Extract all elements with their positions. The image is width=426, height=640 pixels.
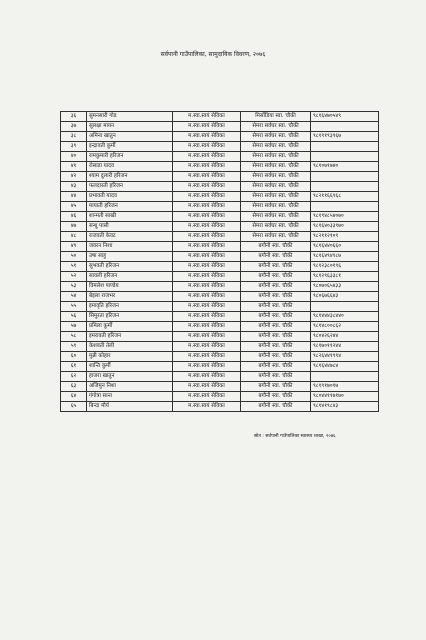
name-cell: सिमुरता हरिजन	[87, 312, 173, 322]
phone-cell: ९८२११६६९६८	[311, 192, 379, 202]
table-row	[61, 252, 379, 262]
role-cell: म.स्वा.स्वयं सेविका	[173, 372, 241, 382]
name-cell: जवरन निशा	[87, 242, 173, 252]
phone-cell	[311, 152, 379, 162]
role-cell: म.स्वा.स्वयं सेविका	[173, 162, 241, 172]
name-cell: सुमनसारी गोड	[87, 112, 173, 122]
role-cell: म.स्वा.स्वयं सेविका	[173, 232, 241, 242]
name-cell: गंगोत्रा साना	[87, 392, 173, 402]
name-cell: मुन्नी कोहार	[87, 352, 173, 362]
table-row	[61, 192, 379, 202]
name-cell: शान्ति कुर्मी	[87, 362, 173, 372]
phone-cell: ९८१६४७०५४९	[311, 112, 379, 122]
name-cell: फलदारती हरिजन	[87, 182, 173, 192]
health-post-cell: सेमरा सर्वघर स्वा. चौकी	[241, 172, 311, 182]
role-cell: म.स्वा.स्वयं सेविका	[173, 182, 241, 192]
table-row	[61, 352, 379, 362]
table-row	[61, 152, 379, 162]
serial-number-cell: ६३	[61, 382, 87, 392]
serial-number-cell: ५६	[61, 312, 87, 322]
serial-number-cell: ५९	[61, 342, 87, 352]
table-row	[61, 182, 379, 192]
table-row	[61, 372, 379, 382]
health-post-cell: बगौनी स्वा. चौकी	[241, 342, 311, 352]
role-cell: म.स्वा.स्वयं सेविका	[173, 212, 241, 222]
health-post-cell: सेमरा सर्वघर स्वा. चौकी	[241, 122, 311, 132]
phone-cell: ९८१६४४७८४	[311, 362, 379, 372]
role-cell: म.स्वा.स्वयं सेविका	[173, 132, 241, 142]
phone-cell: ९८२६४४१९९४	[311, 352, 379, 362]
name-cell: विमलेश पाण्डेय	[87, 282, 173, 292]
serial-number-cell: ४६	[61, 212, 87, 222]
health-post-cell: बगौनी स्वा. चौकी	[241, 372, 311, 382]
phone-cell: ९८१९४८५४०७०	[311, 212, 379, 222]
name-cell: रामकुमारी हरिजन	[87, 152, 173, 162]
serial-number-cell: ५४	[61, 292, 87, 302]
health-post-cell: बगौनी स्वा. चौकी	[241, 402, 311, 412]
name-cell: अजिमुन निशा	[87, 382, 173, 392]
table-row	[61, 302, 379, 312]
role-cell: म.स्वा.स्वयं सेविका	[173, 112, 241, 122]
serial-number-cell: ४४	[61, 192, 87, 202]
role-cell: म.स्वा.स्वयं सेविका	[173, 202, 241, 212]
role-cell: म.स्वा.स्वयं सेविका	[173, 342, 241, 352]
role-cell: म.स्वा.स्वयं सेविका	[173, 292, 241, 302]
health-post-cell: बगौनी स्वा. चौकी	[241, 302, 311, 312]
phone-cell	[311, 122, 379, 132]
phone-cell: ९८१९१७०१७	[311, 382, 379, 392]
health-post-cell: बगौनी स्वा. चौकी	[241, 362, 311, 372]
serial-number-cell: ५३	[61, 282, 87, 292]
serial-number-cell: ३६	[61, 112, 87, 122]
table-row	[61, 222, 379, 232]
name-cell: सावली हरिजन	[87, 272, 173, 282]
role-cell: म.स्वा.स्वयं सेविका	[173, 252, 241, 262]
health-post-cell: बगौनी स्वा. चौकी	[241, 332, 311, 342]
name-cell: मायाती हरिजन	[87, 202, 173, 212]
name-cell: सन्धु पासी	[87, 222, 173, 232]
serial-number-cell: ४१	[61, 162, 87, 172]
health-post-cell: बगौनी स्वा. चौकी	[241, 352, 311, 362]
serial-number-cell: ५८	[61, 332, 87, 342]
table-row	[61, 212, 379, 222]
table-row	[61, 142, 379, 152]
serial-number-cell: ६४	[61, 392, 87, 402]
serial-number-cell: ४५	[61, 202, 87, 212]
health-post-cell: बगौनी स्वा. चौकी	[241, 252, 311, 262]
phone-cell: ९८१९१९३९६७	[311, 132, 379, 142]
table-row	[61, 122, 379, 132]
health-post-cell: बगौनी स्वा. चौकी	[241, 262, 311, 272]
serial-number-cell: ४३	[61, 182, 87, 192]
table-row	[61, 172, 379, 182]
table-row	[61, 402, 379, 412]
serial-number-cell: ४८	[61, 232, 87, 242]
table-row	[61, 232, 379, 242]
health-post-cell: सेमरा सर्वघर स्वा. चौकी	[241, 182, 311, 192]
phone-cell: ९८१६४०३३९७०	[311, 222, 379, 232]
name-cell: शान्मती साखी	[87, 212, 173, 222]
role-cell: म.स्वा.स्वयं सेविका	[173, 382, 241, 392]
phone-cell: ९८१२९६३३८१	[311, 272, 379, 282]
phone-cell: ९८१४१९८४३	[311, 402, 379, 412]
phone-cell: ९८१४८००८६२	[311, 322, 379, 332]
phone-cell	[311, 202, 379, 212]
health-post-cell: सेमरा सर्वघर स्वा. चौकी	[241, 162, 311, 172]
role-cell: म.स्वा.स्वयं सेविका	[173, 402, 241, 412]
table-row	[61, 332, 379, 342]
serial-number-cell: ६१	[61, 362, 87, 372]
serial-number-cell: ४९	[61, 242, 87, 252]
serial-number-cell: ५१	[61, 262, 87, 272]
table-row	[61, 282, 379, 292]
phone-cell	[311, 142, 379, 152]
role-cell: म.स्वा.स्वयं सेविका	[173, 192, 241, 202]
table-row	[61, 292, 379, 302]
table-row	[61, 392, 379, 402]
name-cell: रोसाडा यादव	[87, 162, 173, 172]
phone-cell: ९८१४४४३८४४०	[311, 312, 379, 322]
serial-number-cell: ५५	[61, 302, 87, 312]
health-post-cell: सेमरा सर्वघर स्वा. चौकी	[241, 212, 311, 222]
health-post-cell: बगौनी स्वा. चौकी	[241, 312, 311, 322]
serial-number-cell: ५७	[61, 322, 87, 332]
table-row	[61, 132, 379, 142]
phone-cell: ९८१२३८०१९६	[311, 262, 379, 272]
phone-cell: ९८०४२६२४४	[311, 332, 379, 342]
phone-cell	[311, 172, 379, 182]
name-cell: प्रभावती यादव	[87, 192, 173, 202]
phone-cell: ९८२११२१०९	[311, 232, 379, 242]
name-cell: बिन्दा मौर्य	[87, 402, 173, 412]
role-cell: म.स्वा.स्वयं सेविका	[173, 362, 241, 372]
serial-number-cell: ४०	[61, 152, 87, 162]
phone-cell	[311, 182, 379, 192]
name-cell: श्याम दुलारी हरिजन	[87, 172, 173, 182]
serial-number-cell: ६०	[61, 352, 87, 362]
health-post-cell: मिर्सोडिया स्वा. चौकी	[241, 112, 311, 122]
source-footnote: स्रोत : सर्वपानी गाउँपालिका स्वास्थ्य शाखा, २०७६	[254, 434, 336, 439]
table-row	[61, 342, 379, 352]
role-cell: म.स्वा.स्वयं सेविका	[173, 322, 241, 332]
health-post-cell: सेमरा सर्वघर स्वा. चौकी	[241, 202, 311, 212]
role-cell: म.स्वा.स्वयं सेविका	[173, 392, 241, 402]
table-row	[61, 202, 379, 212]
name-cell: इमरावती हरिजन	[87, 332, 173, 342]
health-post-cell: बगौनी स्वा. चौकी	[241, 382, 311, 392]
health-post-cell: सेमरा सर्वघर स्वा. चौकी	[241, 222, 311, 232]
role-cell: म.स्वा.स्वयं सेविका	[173, 262, 241, 272]
health-volunteer-table	[60, 111, 379, 412]
name-cell: इमावृति हरिजन	[87, 302, 173, 312]
role-cell: म.स्वा.स्वयं सेविका	[173, 272, 241, 282]
role-cell: म.स्वा.स्वयं सेविका	[173, 332, 241, 342]
serial-number-cell: ६२	[61, 372, 87, 382]
health-post-cell: बगौनी स्वा. चौकी	[241, 282, 311, 292]
phone-cell: ९८०७०६५४३३	[311, 282, 379, 292]
role-cell: म.स्वा.स्वयं सेविका	[173, 312, 241, 322]
role-cell: म.स्वा.स्वयं सेविका	[173, 222, 241, 232]
serial-number-cell: ३७	[61, 122, 87, 132]
name-cell: प्रमिला कुर्मी	[87, 322, 173, 332]
table-row	[61, 362, 379, 372]
serial-number-cell: ३८	[61, 132, 87, 142]
name-cell: हाजरा खातुन	[87, 372, 173, 382]
phone-cell: ९८१७०११२४४	[311, 342, 379, 352]
health-post-cell: सेमरा सर्वघर स्वा. चौकी	[241, 132, 311, 142]
health-post-cell: सेमरा सर्वघर स्वा. चौकी	[241, 232, 311, 242]
table-row	[61, 382, 379, 392]
health-post-cell: सेमरा सर्वघर स्वा. चौकी	[241, 142, 311, 152]
role-cell: म.स्वा.स्वयं सेविका	[173, 142, 241, 152]
table-row	[61, 242, 379, 252]
role-cell: म.स्वा.स्वयं सेविका	[173, 302, 241, 312]
page-title: सर्वपानी गाउँपालिका, सामुदायिक विवरण, २०७६	[160, 51, 266, 58]
phone-cell: ९८०६७६६४३	[311, 292, 379, 302]
phone-cell: ९८०४४११७१७०	[311, 392, 379, 402]
table-row	[61, 162, 379, 172]
name-cell: सुलक्षा मायन	[87, 122, 173, 132]
health-post-cell: बगौनी स्वा. चौकी	[241, 322, 311, 332]
health-post-cell: बगौनी स्वा. चौकी	[241, 292, 311, 302]
role-cell: म.स्वा.स्वयं सेविका	[173, 352, 241, 362]
table-row	[61, 272, 379, 282]
phone-cell: ९८१०७१७४०	[311, 162, 379, 172]
table-row	[61, 322, 379, 332]
role-cell: म.स्वा.स्वयं सेविका	[173, 242, 241, 252]
role-cell: म.स्वा.स्वयं सेविका	[173, 122, 241, 132]
role-cell: म.स्वा.स्वयं सेविका	[173, 172, 241, 182]
name-cell: इन्द्रावती कुर्मी	[87, 142, 173, 152]
health-post-cell: बगौनी स्वा. चौकी	[241, 272, 311, 282]
name-cell: राजवती केवट	[87, 232, 173, 242]
serial-number-cell: ४७	[61, 222, 87, 232]
table-row	[61, 262, 379, 272]
serial-number-cell: ५२	[61, 272, 87, 282]
phone-cell: ९८१६४४०६६०	[311, 242, 379, 252]
role-cell: म.स्वा.स्वयं सेविका	[173, 152, 241, 162]
health-post-cell: बगौनी स्वा. चौकी	[241, 242, 311, 252]
table-row	[61, 312, 379, 322]
role-cell: म.स्वा.स्वयं सेविका	[173, 282, 241, 292]
serial-number-cell: ४२	[61, 172, 87, 182]
health-post-cell: सेमरा सर्वघर स्वा. चौकी	[241, 152, 311, 162]
phone-cell	[311, 302, 379, 312]
serial-number-cell: ६५	[61, 402, 87, 412]
name-cell: उषा साहु	[87, 252, 173, 262]
serial-number-cell: ५०	[61, 252, 87, 262]
serial-number-cell: ३९	[61, 142, 87, 152]
table-row	[61, 112, 379, 122]
health-post-cell: सेमरा सर्वघर स्वा. चौकी	[241, 192, 311, 202]
phone-cell	[311, 372, 379, 382]
name-cell: सुभवती हरिजन	[87, 262, 173, 272]
health-post-cell: बगौनी स्वा. चौकी	[241, 392, 311, 402]
name-cell: बेइला राजभर	[87, 292, 173, 302]
name-cell: केशवती तेली	[87, 342, 173, 352]
phone-cell: ९८१६४९४९८७	[311, 252, 379, 262]
name-cell: अमिना खातुन	[87, 132, 173, 142]
